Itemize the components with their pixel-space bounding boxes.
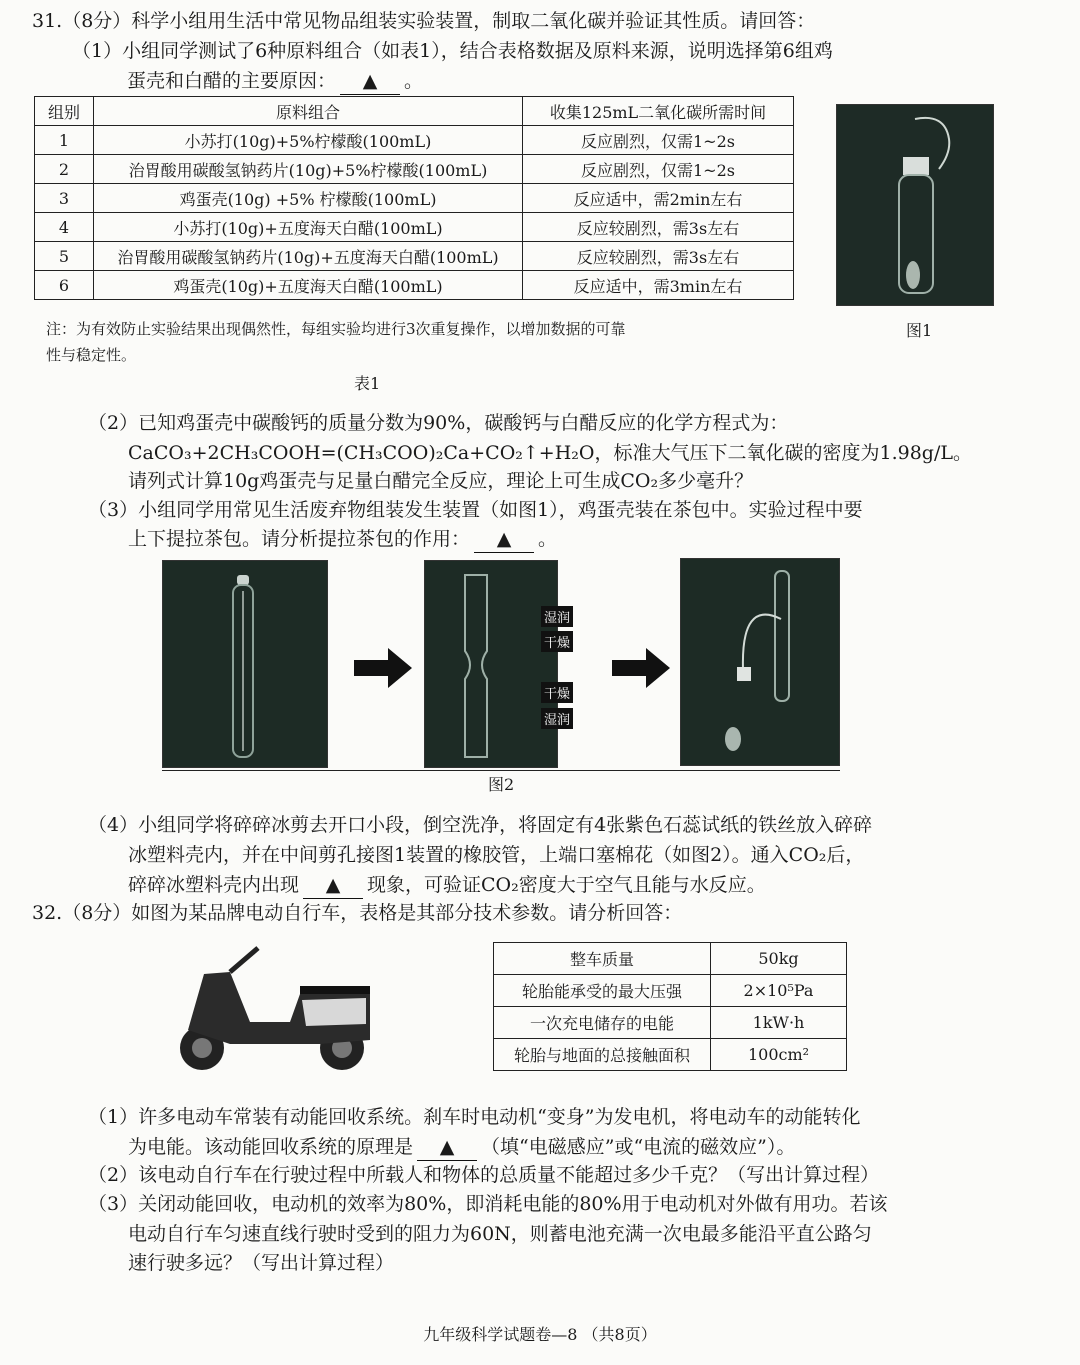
q32-p3-line1: （3）关闭动能回收，电动机的效率为80%，即消耗电能的80%用于电动机对外做有用功。若该: [88, 1193, 888, 1215]
q31-p4-text: 碎碎冰塑料壳内出现: [128, 874, 300, 896]
figure-2-divider: [162, 770, 840, 771]
q31-p3-line2: [128, 526, 557, 553]
table-row: [494, 1007, 847, 1039]
q31-p2-line3: 请列式计算10g鸡蛋壳与足量白醋完全反应，理论上可生成CO₂多少毫升？: [128, 470, 754, 492]
q31-p2-line1: （2）已知鸡蛋壳中碳酸钙的质量分数为90%，碳酸钙与白醋反应的化学方程式为：: [88, 412, 789, 434]
table-2: [493, 942, 847, 1071]
col-header-materials: 原料组合: [94, 97, 523, 126]
param-name: 轮胎与地面的总接触面积: [494, 1039, 711, 1071]
cell-materials: 小苏打(10g)+5%柠檬酸(100mL): [94, 126, 523, 155]
param-name: 整车质量: [494, 943, 711, 975]
table-1-caption: 表1: [354, 374, 381, 393]
dry-label: 干燥: [541, 631, 573, 652]
q31-p1-text: 蛋壳和白醋的主要原因：: [127, 70, 337, 92]
cell-time: 反应剧烈，仅需1~2s: [523, 126, 794, 155]
answer-blank: ▲: [417, 1134, 477, 1161]
q31-p4-end: 现象，可验证CO₂密度大于空气且能与水反应。: [367, 874, 766, 896]
table-row: [35, 271, 794, 300]
q32-p1-end: （填“电磁感应”或“电流的磁效应”）。: [481, 1136, 796, 1158]
q31-p3-line1: （3）小组同学用常见生活废弃物组装发生装置（如图1），鸡蛋壳装在茶包中。实验过程中要: [88, 499, 863, 521]
cell-group: 5: [35, 242, 94, 271]
table-row: [494, 943, 847, 975]
litmus-tube-image: [425, 561, 557, 767]
cell-group: 3: [35, 184, 94, 213]
figure-1-caption: 图1: [906, 321, 933, 340]
q31-p4-line1: （4）小组同学将碎碎冰剪去开口小段，倒空洗净，将固定有4张紫色石蕊试纸的铁丝放入碎碎: [88, 814, 873, 836]
answer-blank: ▲: [303, 872, 363, 899]
figure-2-photo-tube: [162, 560, 328, 768]
answer-blank: ▲: [340, 68, 400, 95]
cell-time: 反应剧烈，仅需1~2s: [523, 155, 794, 184]
dry-label: 干燥: [541, 682, 573, 703]
q31-p1-line2: [127, 68, 423, 95]
q32-p3-line2: 电动自行车匀速直线行驶时受到的阻力为60N，则蓄电池充满一次电最多能沿平直公路匀: [128, 1223, 872, 1245]
cell-time: 反应较剧烈，需3s左右: [523, 213, 794, 242]
figure-2-caption: 图2: [488, 775, 515, 794]
table-header-row: [35, 97, 794, 126]
param-value: 100cm²: [711, 1039, 847, 1071]
wet-label: 湿润: [541, 606, 573, 627]
cell-materials: 鸡蛋壳(10g) +5% 柠檬酸(100mL): [94, 184, 523, 213]
q31-p3-end: 。: [538, 528, 558, 550]
table-row: [35, 126, 794, 155]
table-row: [35, 155, 794, 184]
q32-header: 32.（8分）如图为某品牌电动自行车，表格是其部分技术参数。请分析回答：: [32, 902, 683, 924]
param-name: 轮胎能承受的最大压强: [494, 975, 711, 1007]
cell-group: 2: [35, 155, 94, 184]
cell-materials: 治胃酸用碳酸氢钠药片(10g)+5%柠檬酸(100mL): [94, 155, 523, 184]
table-row: [494, 975, 847, 1007]
q32-p1-line2: [128, 1134, 795, 1161]
table-row: [35, 184, 794, 213]
cell-time: 反应较剧烈，需3s左右: [523, 242, 794, 271]
param-name: 一次充电储存的电能: [494, 1007, 711, 1039]
cell-materials: 治胃酸用碳酸氢钠药片(10g)+五度海天白醋(100mL): [94, 242, 523, 271]
param-value: 50kg: [711, 943, 847, 975]
cell-time: 反应适中，需2min左右: [523, 184, 794, 213]
q31-p2-equation: CaCO₃+2CH₃COOH=(CH₃COO)₂Ca+CO₂↑+H₂O，标准大气压下二氧化碳的密度为1.98g/L。: [128, 442, 972, 464]
arrow-right-icon: [612, 648, 670, 688]
bottle-apparatus-image: [837, 105, 993, 305]
param-value: 2×10⁵Pa: [711, 975, 847, 1007]
param-value: 1kW·h: [711, 1007, 847, 1039]
cell-group: 6: [35, 271, 94, 300]
assembled-apparatus-image: [681, 559, 839, 765]
cell-group: 1: [35, 126, 94, 155]
q32-p2: （2）该电动自行车在行驶过程中所载人和物体的总质量不能超过多少千克？（写出计算过程）: [88, 1164, 880, 1186]
q31-p1-line1: （1）小组同学测试了6种原料组合（如表1），结合表格数据及原料来源，说明选择第6组鸡: [72, 40, 833, 62]
page-footer: 九年级科学试题卷—8 （共8页）: [423, 1325, 657, 1344]
figure-1-photo: [836, 104, 994, 306]
table-note-line1: 注：为有效防止实验结果出现偶然性，每组实验均进行3次重复操作，以增加数据的可靠: [46, 320, 626, 338]
table-row: [494, 1039, 847, 1071]
table-note-line2: 性与稳定性。: [46, 346, 137, 364]
wet-label: 湿润: [541, 708, 573, 729]
table-1: [34, 96, 794, 300]
q32-p3-line3: 速行驶多远？（写出计算过程）: [128, 1252, 395, 1274]
answer-blank: ▲: [474, 526, 534, 553]
cell-materials: 鸡蛋壳(10g)+五度海天白醋(100mL): [94, 271, 523, 300]
figure-2-photo-assembled: [680, 558, 840, 766]
electric-scooter-image: [170, 944, 380, 1074]
plastic-tube-image: [163, 561, 327, 767]
arrow-right-icon: [354, 648, 412, 688]
q32-p1-text: 为电能。该动能回收系统的原理是: [128, 1136, 414, 1158]
q32-p1-line1: （1）许多电动车常装有动能回收系统。刹车时电动机“变身”为发电机，将电动车的动能转化: [88, 1106, 861, 1128]
figure-2-photo-litmus: [424, 560, 558, 768]
cell-time: 反应适中，需3min左右: [523, 271, 794, 300]
q31-p4-line3: [128, 872, 766, 899]
col-header-group: 组别: [35, 97, 94, 126]
q31-p3-text: 上下提拉茶包。请分析提拉茶包的作用：: [128, 528, 471, 550]
cell-materials: 小苏打(10g)+五度海天白醋(100mL): [94, 213, 523, 242]
q31-header: 31.（8分）科学小组用生活中常见物品组装实验装置，制取二氧化碳并验证其性质。请回答：: [32, 10, 816, 32]
table-row: [35, 213, 794, 242]
q31-p1-end: 。: [404, 70, 424, 92]
table-row: [35, 242, 794, 271]
q31-p4-line2: 冰塑料壳内，并在中间剪孔接图1装置的橡胶管，上端口塞棉花（如图2）。通入CO₂后，: [128, 844, 865, 866]
col-header-time: 收集125mL二氧化碳所需时间: [523, 97, 794, 126]
cell-group: 4: [35, 213, 94, 242]
